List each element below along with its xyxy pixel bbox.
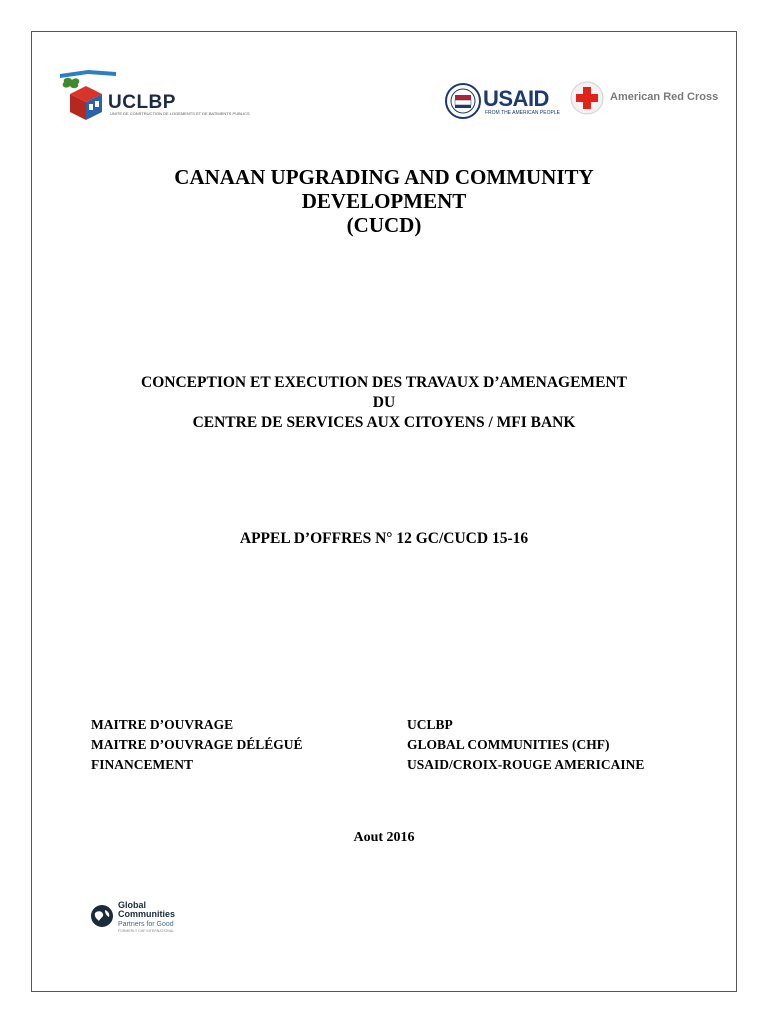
main-title-line3: (CUCD) <box>346 213 422 237</box>
red-cross-icon <box>570 81 604 115</box>
usaid-logo <box>445 82 565 120</box>
gc-tagline: Partners for Good <box>118 921 174 928</box>
role-row <box>91 715 711 735</box>
project-subject <box>31 373 737 433</box>
american-red-cross-logo <box>570 80 730 116</box>
role-row <box>91 735 711 755</box>
role-value: USAID/CROIX-ROUGE AMERICAINE <box>407 757 645 772</box>
gc-name <box>118 901 175 919</box>
global-communities-logo <box>90 898 190 934</box>
subject-line3: CENTRE DE SERVICES AUX CITOYENS / MFI BANK <box>192 414 576 431</box>
uclbp-logo <box>58 68 250 124</box>
subject-line1: CONCEPTION ET EXECUTION DES TRAVAUX D’AMENAGEMENT <box>141 374 627 391</box>
roles-table <box>91 715 711 775</box>
uclbp-wordmark: UCLBP <box>108 92 176 113</box>
usaid-tagline: FROM THE AMERICAN PEOPLE <box>485 110 560 116</box>
gc-name-line1: Global <box>118 900 147 910</box>
main-title-line1: CANAAN UPGRADING AND COMMUNITY <box>174 165 594 189</box>
role-value: GLOBAL COMMUNITIES (CHF) <box>407 737 610 752</box>
usaid-wordmark: USAID <box>483 86 549 111</box>
gc-subline: FORMERLY CHF INTERNATIONAL <box>118 929 175 933</box>
american-red-cross-wordmark: American Red Cross <box>610 91 719 103</box>
role-label: FINANCEMENT <box>91 757 194 772</box>
document-date: Aout 2016 <box>353 830 415 845</box>
role-value: UCLBP <box>407 717 453 732</box>
uclbp-subline: UNITE DE CONSTRUCTION DE LOGEMENTS ET DE BATIMENTS PUBLICS <box>110 111 250 116</box>
role-row <box>91 755 711 775</box>
usaid-seal-icon <box>445 83 481 119</box>
tender-number: APPEL D’OFFRES N° 12 GC/CUCD 15-16 <box>239 530 529 547</box>
main-title <box>31 165 737 237</box>
gc-name-line2: Communities <box>118 909 176 919</box>
role-label: MAITRE D’OUVRAGE DÉLÉGUÉ <box>91 737 303 752</box>
role-label: MAITRE D’OUVRAGE <box>91 717 234 732</box>
globe-icon <box>90 904 114 928</box>
main-title-line2: DEVELOPMENT <box>301 189 467 213</box>
subject-line2: DU <box>372 394 396 411</box>
